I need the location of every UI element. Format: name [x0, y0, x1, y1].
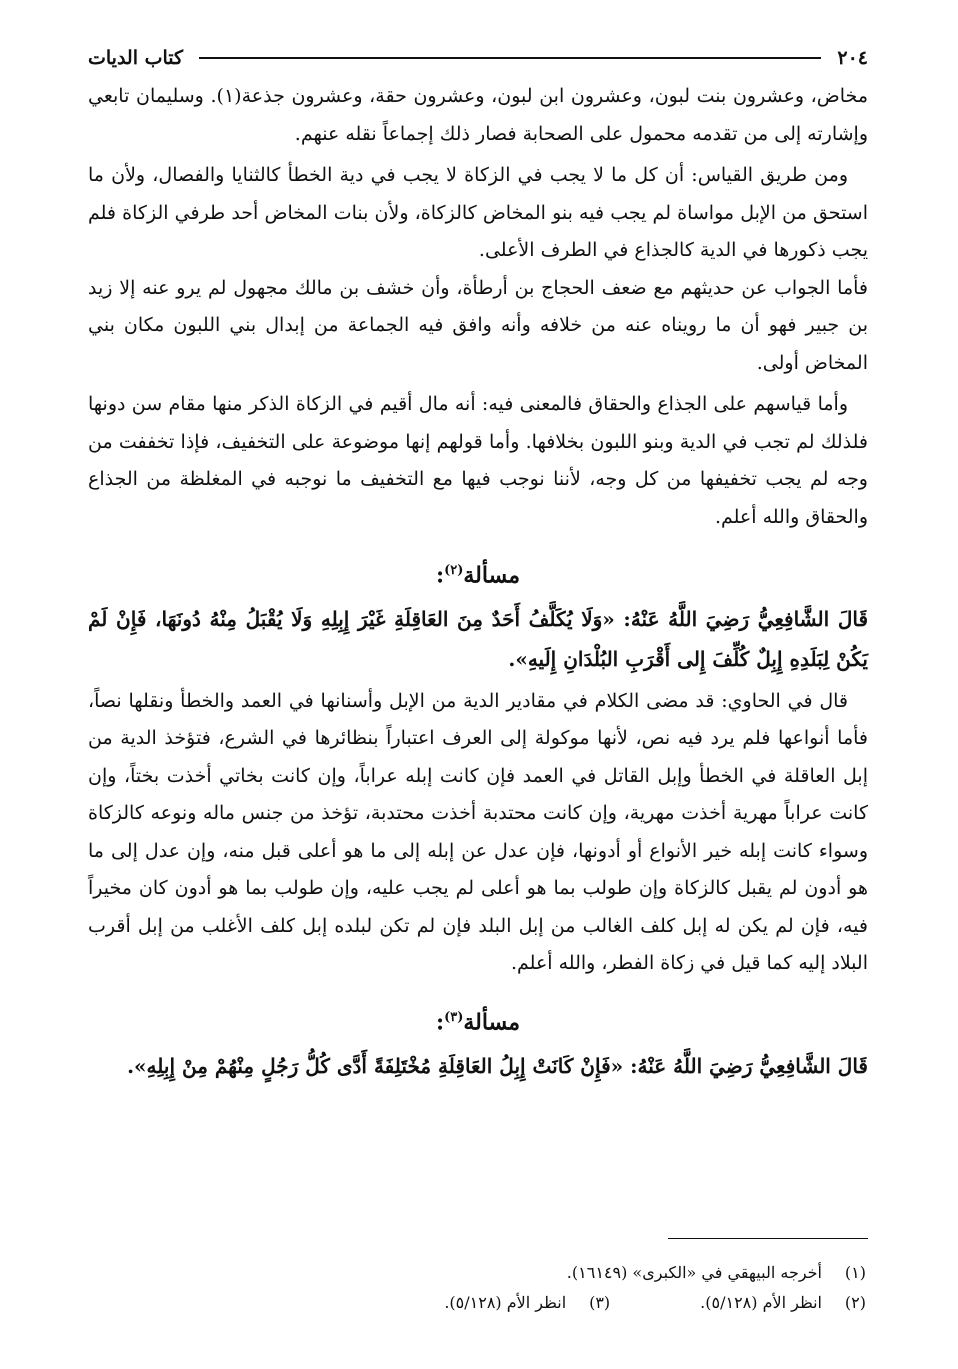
paragraph: وأما قياسهم على الجذاع والحقاق فالمعنى فيه: أنه مال أقيم في الزكاة الذكر منها مقام سن دونها فلذلك لم تجب في الدية وبنو اللبون بخلافها. وأما قولهم إنها موضوعة على التخفيف، فإذا تخففت من وجه لم يجب تخفيفها من كل وجه، لأننا نوجب فيها مع التخفيف ما نوجبه في المغلظة من الجذاع والحقاق والله أعلم. — [88, 393, 868, 528]
shafii-quote: قَالَ الشَّافِعِيُّ رَضِيَ اللَّهُ عَنْهُ: «فَإِنْ كَانَتْ إِبِلُ العَاقِلَةِ مُخْتَلِفَةً أَدَّى كُلُّ رَجُلٍ مِنْهُمْ مِنْ إِبِلِهِ». — [127, 1053, 868, 1078]
footnote-ref: (٢) — [444, 563, 464, 578]
page-number: ٢٠٤ — [837, 47, 868, 69]
book-title: كتاب الديات — [88, 47, 184, 69]
main-text — [88, 78, 868, 1086]
book-page — [88, 38, 868, 1086]
section-heading: مسألة$^{(٣)}$: — [435, 1009, 521, 1036]
paragraph: فأما الجواب عن حديثهم مع ضعف الحجاج بن أرطأة، وأن خشف بن مالك مجهول لم يرو عنه إلا زيد بن جبير فهو أن ما رويناه عنه من خلافه وأنه وافق فيه الجماعة من إبدال بني اللبون مكان بني المخاض أولى. — [88, 276, 868, 374]
paragraph: مخاض، وعشرون بنت لبون، وعشرون ابن لبون، وعشرون حقة، وعشرون جذعة(١). وسليمان تابعي وإشارته إلى من تقدمه محمول على الصحابة فصار ذلك إجماعاً نقله عنهم. — [88, 85, 868, 145]
page-header — [88, 38, 868, 78]
footnotes — [96, 1258, 866, 1318]
shafii-quote: قَالَ الشَّافِعِيُّ رَضِيَ اللَّهُ عَنْهُ: «وَلَا يُكَلَّفُ أَحَدٌ مِنَ العَاقِلَةِ غَيْرَ إِبِلِهِ وَلَا يُقْبَلُ مِنْهُ دُونَهَا، فَإِنْ لَمْ يَكُنْ لِبَلَدِهِ إِبِلٌ كُلِّفَ إِلى أَقْرَبِ البُلْدَانِ إِلَيهِ». — [88, 606, 868, 671]
footnote: (٢) انظر الأم (٥/١٢٨). (٣) انظر الأم (٥/١٢٨). — [444, 1293, 866, 1312]
footnote-separator — [668, 1238, 868, 1239]
section-heading: مسألة$^{(٢)}$: — [435, 562, 521, 589]
paragraph: قال في الحاوي: قد مضى الكلام في مقادير الدية من الإبل وأسنانها في العمد والخطأ ونقلها نصاً، فأما أنواعها فلم يرد فيه نص، لأنها موكولة إلى العرف اعتباراً بنظائرها في الشرع، فتؤخذ الدية من إبل العاقلة في الخطأ وإبل القاتل في العمد فإن كانت إبله عراباً، وإن كانت بخاتي أخذت بختاً، وإن كانت عراباً مهرية أخذت مهرية، وإن كانت محتدبة أخذت محتدبة، تؤخذ من جنس ماله ونوعه كالزكاة وسواء كانت إبله خير الأنواع أو أدونها، فإن عدل عن إبله إلى ما هو أعلى قبل منه، وإن عدل إلى ما هو أدون لم يقبل كالزكاة وإن طولب بما هو أعلى لم يجب عليه، وإن طولب بما هو أدون كان مخيراً فيه، فإن لم يكن له إبل كلف الغالب من إبل البلد فإن لم تكن لبلده إبل كلف الأغلب من إبل أقرب البلاد إليه كما قيل في زكاة الفطر، والله أعلم. — [88, 689, 868, 975]
footnote-ref: (٣) — [444, 1009, 464, 1025]
footnote: (١) أخرجه البيهقي في «الكبرى» (١٦١٤٩). — [566, 1263, 866, 1282]
header-rule — [199, 57, 821, 59]
paragraph: ومن طريق القياس: أن كل ما لا يجب في الزكاة لا يجب في دية الخطأ كالثنايا والفصال، ولأن ما استحق من الإبل مواساة لم يجب فيه بنو المخاض كالزكاة، ولأن بنات المخاض أحد طرفي الزكاة فلم يجب ذكورها في الدية كالجذاع في الطرف الأعلى. — [88, 164, 868, 261]
